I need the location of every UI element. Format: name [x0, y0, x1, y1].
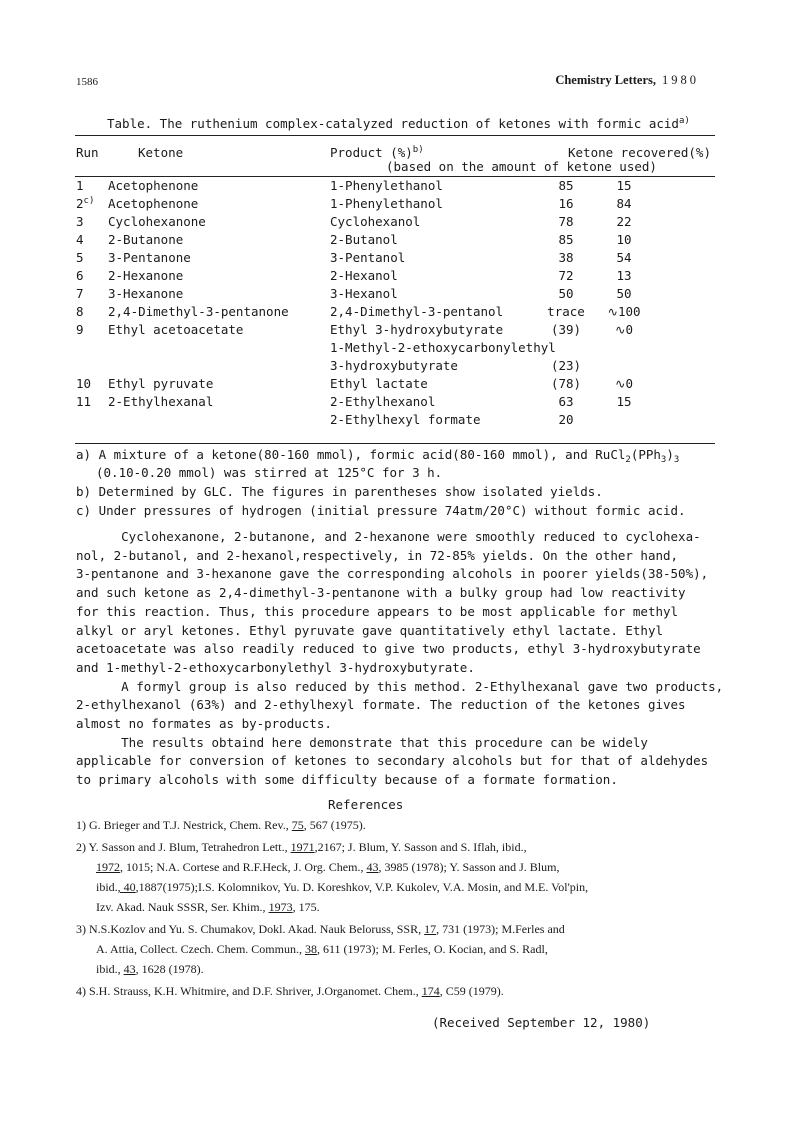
footnote-a [76, 447, 680, 465]
header-ketone: Ketone [138, 145, 184, 160]
table-cell-product: 1-Phenylethanol [330, 196, 443, 211]
header-run: Run [76, 145, 99, 160]
body-line: almost no formates as by-products. [76, 716, 332, 731]
table-cell-recovered: 84 [616, 196, 632, 211]
table-row [0, 358, 793, 374]
ref3-l3-text: ibid., [96, 962, 124, 976]
table-cell-recovered: ∿100 [607, 304, 641, 319]
body-line: 3-pentanone and 3-hexanone gave the corresponding alcohols in poorer yields(38-50%), [76, 566, 709, 581]
reference-2-line2 [96, 860, 559, 875]
ref4-volume: 174 [421, 984, 440, 998]
table-row [0, 286, 793, 302]
table-cell-run [76, 196, 94, 211]
table-cell-ketone: Acetophenone [108, 196, 199, 211]
reference-2-line4 [96, 900, 320, 915]
table-cell-product: Cyclohexanol [330, 214, 421, 229]
table-cell-yield: (23) [550, 358, 582, 373]
table-row [0, 394, 793, 410]
table-cell-product: 3-hydroxybutyrate [330, 358, 458, 373]
ref2-l2-text: , 1015; N.A. Cortese and R.F.Heck, J. Org. Chem., [120, 860, 367, 874]
table-cell-ketone: Acetophenone [108, 178, 199, 193]
table-cell-yield: 78 [558, 214, 574, 229]
ref1-volume: 75 [291, 818, 304, 832]
table-cell-ketone: 2,4-Dimethyl-3-pentanone [108, 304, 289, 319]
body-line: 2-ethylhexanol (63%) and 2-ethylhexyl formate. The reduction of the ketones gives [76, 697, 686, 712]
table-cell-run: 1 [76, 178, 84, 193]
journal-header [555, 73, 699, 88]
table-cell-recovered: 15 [616, 178, 632, 193]
reference-4 [76, 984, 504, 999]
body-line: and 1-methyl-2-ethoxycarbonylethyl 3-hydroxybutyrate. [76, 660, 475, 675]
header-recovered: Ketone recovered(%) [568, 145, 711, 160]
table-title-text: Table. The ruthenium complex-catalyzed reduction of ketones with formic acid [107, 116, 679, 131]
footnote-a-line2: (0.10-0.20 mmol) was stirred at 125°C for 3 h. [96, 465, 443, 480]
body-line: The results obtaind here demonstrate that this procedure can be widely [76, 735, 648, 750]
table-row [0, 340, 793, 356]
ref3-volume: 17 [424, 922, 437, 936]
footnote-a-sub1: 2 [625, 455, 631, 465]
table-cell-run: 5 [76, 250, 84, 265]
header-product-text: Product (%) [330, 145, 413, 160]
ref3-l2-text: A. Attia, Collect. Czech. Chem. Commun., [96, 942, 305, 956]
table-row [0, 304, 793, 320]
table-cell-yield: 63 [558, 394, 574, 409]
footnote-a-text: A mixture of a ketone(80-160 mmol), formic acid(80-160 mmol), and RuCl [98, 447, 626, 462]
table-cell-recovered: 15 [616, 394, 632, 409]
ref1-text: 1) G. Brieger and T.J. Nestrick, Chem. Rev., [76, 818, 292, 832]
body-line: applicable for conversion of ketones to secondary alcohols but for that of aldehydes [76, 753, 709, 768]
table-cell-product: 3-Pentanol [330, 250, 406, 265]
table-cell-run: 8 [76, 304, 84, 319]
reference-2-line1 [76, 840, 527, 855]
table-cell-ketone: Ethyl pyruvate [108, 376, 214, 391]
ref2-l2-volume: 1972 [96, 860, 120, 874]
table-cell-yield: 50 [558, 286, 574, 301]
table-cell-recovered: ∿0 [615, 376, 633, 391]
body-line: to primary alcohols with some difficulty because of a formate formation. [76, 772, 618, 787]
table-cell-run: 7 [76, 286, 84, 301]
table-cell-recovered: 50 [616, 286, 632, 301]
body-line: acetoacetate was also readily reduced to give two products, ethyl 3-hydroxybutyrate [76, 641, 701, 656]
journal-year: 1980 [662, 73, 699, 87]
header-product [330, 145, 424, 160]
ref2-l2-tail: , 3985 (1978); Y. Sasson and J. Blum, [378, 860, 560, 874]
table-cell-ketone: Cyclohexanone [108, 214, 206, 229]
reference-3-line1 [76, 922, 565, 937]
table-row [0, 268, 793, 284]
ref2-volume: 1971 [290, 840, 315, 854]
table-top-rule [75, 135, 715, 136]
table-cell-product: 1-Phenylethanol [330, 178, 443, 193]
table-cell-product: 2-Hexanol [330, 268, 398, 283]
ref3-l2-volume: 38 [304, 942, 317, 956]
ref3-l3-tail: , 1628 (1978). [135, 962, 204, 976]
table-cell-recovered: 54 [616, 250, 632, 265]
ref2-l2-volume2: 43 [366, 860, 379, 874]
table-cell-product: Ethyl 3-hydroxybutyrate [330, 322, 504, 337]
table-cell-product: 1-Methyl-2-ethoxycarbonylethyl [330, 340, 556, 355]
table-cell-product: 3-Hexanol [330, 286, 398, 301]
table-cell-yield: (39) [550, 322, 582, 337]
table-cell-yield: (78) [550, 376, 582, 391]
ref2-l4-tail: , 175. [292, 900, 320, 914]
table-cell-product: 2-Ethylhexyl formate [330, 412, 481, 427]
table-cell-run: 4 [76, 232, 84, 247]
table-title [107, 116, 690, 131]
table-title-note: a) [678, 116, 690, 126]
table-cell-product: 2-Butanol [330, 232, 398, 247]
table-row [0, 322, 793, 338]
body-line: and such ketone as 2,4-dimethyl-3-pentanone with a bulky group had low reactivity [76, 585, 686, 600]
ref2-l4-volume: 1973 [268, 900, 293, 914]
table-cell-yield: 38 [558, 250, 574, 265]
table-row [0, 412, 793, 428]
ref2-l4-text: Izv. Akad. Nauk SSSR, Ser. Khim., [96, 900, 269, 914]
reference-3-line3 [96, 962, 204, 977]
body-line: Cyclohexanone, 2-butanone, and 2-hexanone were smoothly reduced to cyclohexa- [76, 529, 701, 544]
table-cell-run: 9 [76, 322, 84, 337]
table-cell-recovered: 13 [616, 268, 632, 283]
footnote-a-label: a) [76, 447, 92, 462]
table-cell-yield: 72 [558, 268, 574, 283]
table-cell-run: 10 [76, 376, 92, 391]
ref2-l3-volume: , 40 [117, 880, 136, 894]
table-cell-run: 6 [76, 268, 84, 283]
table-row [0, 376, 793, 392]
table-cell-ketone: 2-Butanone [108, 232, 184, 247]
table-cell-recovered: 10 [616, 232, 632, 247]
ref3-l2-tail: , 611 (1973); M. Ferles, O. Kocian, and S. Radl, [316, 942, 548, 956]
body-line: alkyl or aryl ketones. Ethyl pyruvate gave quantitatively ethyl lactate. Ethyl [76, 623, 663, 638]
ref4-tail: , C59 (1979). [439, 984, 504, 998]
ref4-text: 4) S.H. Strauss, K.H. Whitmire, and D.F. Shriver, J.Organomet. Chem., [76, 984, 422, 998]
references-heading: References [328, 797, 404, 812]
table-cell-run: 11 [76, 394, 92, 409]
table-row [0, 250, 793, 266]
footnote-a-text3: ) [666, 447, 674, 462]
footnote-b: b) Determined by GLC. The figures in parentheses show isolated yields. [76, 484, 603, 499]
table-cell-run-number: 2 [76, 196, 84, 211]
table-cell-yield: trace [547, 304, 585, 319]
table-row [0, 232, 793, 248]
table-cell-ketone: 3-Hexanone [108, 286, 184, 301]
table-cell-ketone: Ethyl acetoacetate [108, 322, 244, 337]
table-cell-ketone: 2-Ethylhexanal [108, 394, 214, 409]
header-product-note: b) [412, 145, 424, 155]
ref3-l3-volume: 43 [123, 962, 136, 976]
table-header-basis [0, 159, 793, 175]
table-bottom-rule [75, 443, 715, 444]
ref2-tail: ,2167; J. Blum, Y. Sasson and S. Iflah, ibid., [314, 840, 527, 854]
ref2-text: 2) Y. Sasson and J. Blum, Tetrahedron Lett., [76, 840, 291, 854]
table-row [0, 214, 793, 230]
table-cell-ketone: 3-Pentanone [108, 250, 191, 265]
body-line: nol, 2-butanol, and 2-hexanol,respectively, in 72-85% yields. On the other hand, [76, 548, 679, 563]
table-cell-yield: 16 [558, 196, 574, 211]
ref1-tail: , 567 (1975). [303, 818, 366, 832]
body-line: for this reaction. Thus, this procedure appears to be most applicable for methyl [76, 604, 679, 619]
received-date: (Received September 12, 1980) [432, 1015, 651, 1030]
header-basis: (based on the amount of ketone used) [386, 159, 657, 174]
table-cell-product: Ethyl lactate [330, 376, 428, 391]
table-cell-yield: 85 [558, 178, 574, 193]
table-cell-recovered: ∿0 [615, 322, 633, 337]
ref2-l3-tail: ,1887(1975);I.S. Kolomnikov, Yu. D. Koreshkov, V.P. Kukolev, V.A. Mosin, and M.E. Vol'pin, [135, 880, 589, 894]
ref3-text: 3) N.S.Kozlov and Yu. S. Chumakov, Dokl. Akad. Nauk Beloruss, SSR, [76, 922, 425, 936]
table-cell-product: 2,4-Dimethyl-3-pentanol [330, 304, 504, 319]
page-number: 1586 [76, 76, 98, 88]
footnote-c: c) Under pressures of hydrogen (initial pressure 74atm/20°C) without formic acid. [76, 503, 686, 518]
journal-name: Chemistry Letters, [555, 73, 656, 87]
table-cell-ketone: 2-Hexanone [108, 268, 184, 283]
table-cell-product: 2-Ethylhexanol [330, 394, 436, 409]
body-line: A formyl group is also reduced by this method. 2-Ethylhexanal gave two products, [76, 679, 724, 694]
table-cell-run: 3 [76, 214, 84, 229]
footnote-a-text2: (PPh [630, 447, 661, 462]
table-cell-yield: 20 [558, 412, 574, 427]
table-cell-run-note: c) [83, 196, 95, 206]
reference-2-line3 [96, 880, 588, 895]
footnote-a-sub2: 3 [660, 455, 667, 465]
ref2-l3-text: ibid. [96, 880, 118, 894]
table-row [0, 196, 793, 212]
table-row [0, 178, 793, 194]
table-cell-yield: 85 [558, 232, 574, 247]
table-cell-recovered: 22 [616, 214, 632, 229]
table-header-rule [75, 176, 715, 177]
ref3-tail: , 731 (1973); M.Ferles and [436, 922, 565, 936]
reference-3-line2 [96, 942, 548, 957]
footnote-a-sub3: 3 [673, 455, 680, 465]
reference-1 [76, 818, 366, 833]
